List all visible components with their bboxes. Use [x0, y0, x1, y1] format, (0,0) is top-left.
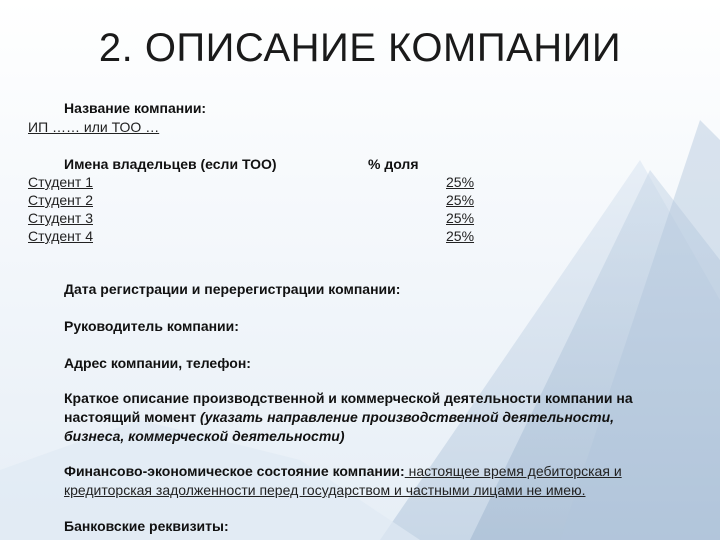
bank-details-label: Банковские реквизиты:: [64, 518, 229, 534]
owner-share: 25%: [446, 228, 475, 244]
owner-share: 25%: [446, 192, 475, 208]
owner-share: 25%: [446, 174, 475, 190]
owner-name: Студент 1: [28, 174, 93, 190]
owner-share: 25%: [446, 210, 475, 226]
company-name-value: ИП …… или ТОО …: [28, 119, 160, 135]
owners-share-header: % доля: [368, 156, 419, 172]
company-name-label: Название компании:: [64, 100, 207, 116]
owner-name: Студент 4: [28, 228, 93, 244]
owner-name: Студент 3: [28, 210, 93, 226]
page-title: 2. ОПИСАНИЕ КОМПАНИИ: [98, 26, 622, 70]
director-label: Руководитель компании:: [64, 318, 239, 334]
finance-state-value: настоящее время дебиторская и кредиторская задолженности перед государством и частными лицами не имею.: [64, 463, 622, 498]
finance-state: [64, 462, 664, 500]
owner-name: Студент 2: [28, 192, 93, 208]
address-label: Адрес компании, телефон:: [64, 355, 251, 371]
finance-state-label: Финансово-экономическое состояние компании:: [64, 463, 405, 479]
owners-names-header: Имена владельцев (если ТОО): [64, 156, 277, 172]
registration-date-label: Дата регистрации и перерегистрации компании:: [64, 281, 401, 297]
activity-description-hint: (указать направление производственной деятельности, бизнеса, коммерческой деятельности): [64, 409, 615, 444]
activity-description: [64, 389, 664, 446]
activity-description-text: Краткое описание производственной и коммерческой деятельности компании на настоящий момент: [64, 390, 633, 425]
